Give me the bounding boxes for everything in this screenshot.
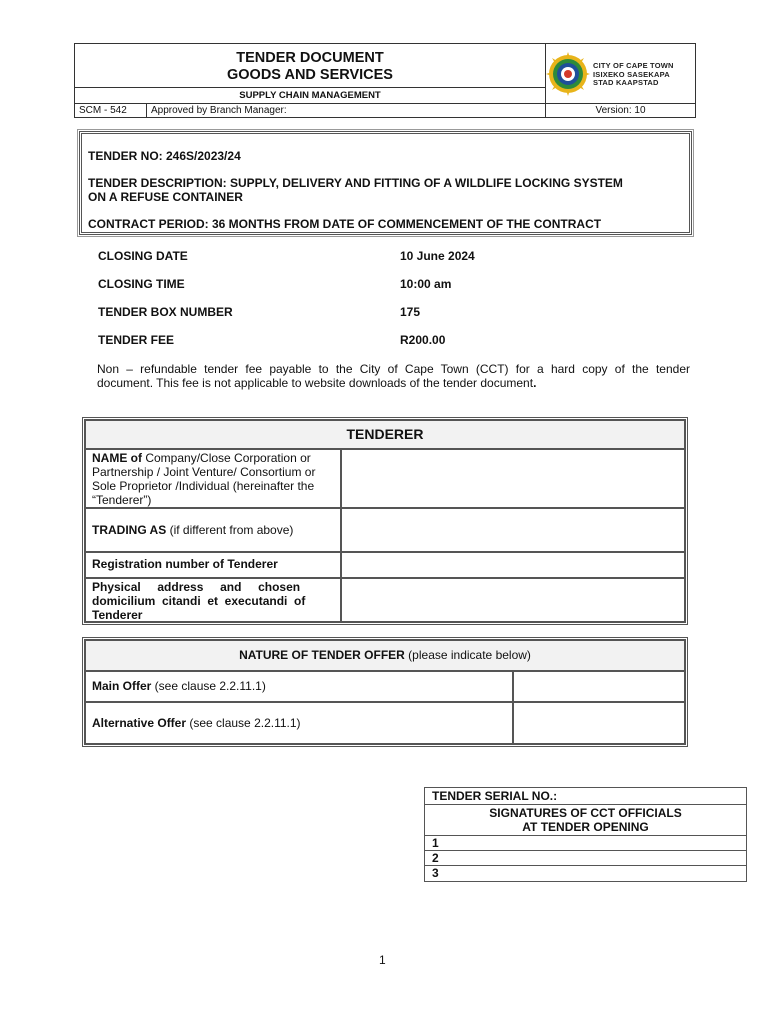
closing-time-label: CLOSING TIME [98,277,185,291]
tender-serial-box [424,787,747,882]
city-crest-logo-icon [546,52,590,96]
registration-label: Registration number of Tenderer [85,552,341,578]
fee-note-line1: Non – refundable tender fee payable to the City of Cape Town (CCT) for a hard copy of the tender [97,362,690,376]
tender-fee-value: R200.00 [400,333,446,347]
closing-date-label: CLOSING DATE [98,249,188,263]
title-line-1: TENDER DOCUMENT [236,50,384,66]
tender-description-line1: TENDER DESCRIPTION: SUPPLY, DELIVERY AND FITTING OF A WILDLIFE LOCKING SYSTEM [88,176,623,190]
tenderer-table [82,417,688,625]
logo-wordmark: CITY OF CAPE TOWN ISIXEKO SASEKAPA STAD KAAPSTAD [593,61,674,87]
closing-date-value: 10 June 2024 [400,249,475,263]
document-title [75,44,546,87]
tender-box-label: TENDER BOX NUMBER [98,305,233,319]
alternative-offer-field[interactable] [513,702,685,744]
header-meta-row [75,103,695,118]
closing-time-value: 10:00 am [400,277,452,291]
nature-heading: NATURE OF TENDER OFFER (please indicate below) [85,640,685,671]
fee-note-line2: document. This fee is not applicable to website downloads of the tender document. [97,376,537,390]
trading-as-field[interactable] [341,508,685,552]
tender-fee-label: TENDER FEE [98,333,175,347]
main-offer-label: Main Offer (see clause 2.2.11.1) [85,671,513,702]
signature-row-2[interactable]: 2 [425,851,746,866]
department-label: SUPPLY CHAIN MANAGEMENT [75,87,546,103]
main-offer-field[interactable] [513,671,685,702]
signature-row-3[interactable]: 3 [432,866,439,880]
logo-cell [546,44,695,103]
serial-label: TENDER SERIAL NO.: [425,788,746,805]
tender-description-line2: ON A REFUSE CONTAINER [88,190,243,204]
name-label: NAME of Company/Close Corporation or Partnership / Joint Venture/ Consortium or Sole Proprietor /Individual (hereinafter the “Tenderer”) [85,449,341,508]
fee-note [97,362,690,390]
tender-info-box [79,131,692,235]
tender-number: TENDER NO: 246S/2023/24 [88,149,241,163]
physical-address-field[interactable] [341,578,685,622]
document-header [74,43,696,118]
page-number: 1 [379,953,386,967]
tenderer-heading: TENDERER [85,420,685,449]
registration-field[interactable] [341,552,685,578]
title-line-2: GOODS AND SERVICES [227,67,393,83]
approved-by: Approved by Branch Manager: [147,104,546,118]
contract-period: CONTRACT PERIOD: 36 MONTHS FROM DATE OF COMMENCEMENT OF THE CONTRACT [88,217,602,231]
physical-address-label: Physical address and chosen domicilium citandi et executandi of Tenderer [85,578,341,622]
name-field[interactable] [341,449,685,508]
signatures-heading: SIGNATURES OF CCT OFFICIALS AT TENDER OPENING [425,805,746,836]
alternative-offer-label: Alternative Offer (see clause 2.2.11.1) [85,702,513,744]
tender-box-value: 175 [400,305,421,319]
version: Version: 10 [595,105,646,116]
nature-of-offer-table [82,637,688,747]
signature-row-1[interactable]: 1 [425,836,746,851]
doc-code: SCM - 542 [75,104,147,118]
trading-as-label: TRADING AS (if different from above) [85,508,341,552]
